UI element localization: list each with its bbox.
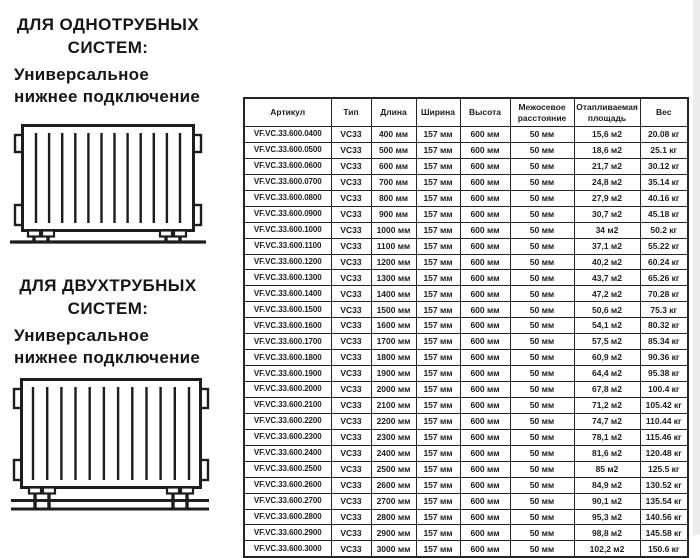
table-cell: 85.34 кг: [640, 334, 688, 350]
table-cell: VC33: [331, 174, 371, 190]
table-cell: 130.52 кг: [640, 477, 688, 493]
single-pipe-radiator-diagram: [8, 119, 208, 246]
table-cell: 600 мм: [460, 174, 510, 190]
table-cell: VF.VC.33.600.3000: [244, 541, 331, 557]
table-cell: 157 мм: [416, 397, 460, 413]
table-cell: 600 мм: [460, 382, 510, 398]
table-cell: VC33: [331, 397, 371, 413]
table-cell: 45.18 кг: [640, 206, 688, 222]
table-cell: 95,3 м2: [574, 509, 640, 525]
table-cell: 110.44 кг: [640, 413, 688, 429]
table-cell: VC33: [331, 382, 371, 398]
table-cell: 50 мм: [510, 541, 574, 557]
table-cell: 55.22 кг: [640, 238, 688, 254]
table-cell: VF.VC.33.600.2000: [244, 382, 331, 398]
table-cell: 85 м2: [574, 461, 640, 477]
table-cell: 50.2 кг: [640, 222, 688, 238]
table-cell: 600 мм: [460, 318, 510, 334]
table-cell: 600 мм: [460, 350, 510, 366]
table-cell: 600 мм: [460, 254, 510, 270]
table-cell: 157 мм: [416, 525, 460, 541]
table-cell: 157 мм: [416, 190, 460, 206]
table-cell: 50 мм: [510, 493, 574, 509]
table-cell: VF.VC.33.600.1300: [244, 270, 331, 286]
table-row: [244, 174, 688, 190]
table-cell: 2900 мм: [371, 525, 416, 541]
section-heading-single-pipe: [2, 13, 214, 59]
table-cell: 60.24 кг: [640, 254, 688, 270]
table-cell: 157 мм: [416, 382, 460, 398]
table-cell: 1700 мм: [371, 334, 416, 350]
table-cell: VC33: [331, 413, 371, 429]
table-cell: VC33: [331, 445, 371, 461]
table-cell: VC33: [331, 286, 371, 302]
table-cell: 74,7 м2: [574, 413, 640, 429]
table-cell: VF.VC.33.600.2100: [244, 397, 331, 413]
table-cell: 2200 мм: [371, 413, 416, 429]
table-cell: 80.32 кг: [640, 318, 688, 334]
section-heading-line: СИСТЕМ:: [67, 38, 149, 57]
table-cell: VC33: [331, 190, 371, 206]
table-cell: VF.VC.33.600.1100: [244, 238, 331, 254]
table-row: [244, 493, 688, 509]
table-body: [244, 127, 688, 558]
table-cell: 600 мм: [460, 302, 510, 318]
table-cell: 157 мм: [416, 366, 460, 382]
table-cell: 157 мм: [416, 493, 460, 509]
table-row: [244, 142, 688, 158]
table-cell: VF.VC.33.600.1900: [244, 366, 331, 382]
table-cell: 95.38 кг: [640, 366, 688, 382]
table-cell: 600 мм: [460, 445, 510, 461]
table-cell: 2000 мм: [371, 382, 416, 398]
two-pipe-radiator-diagram: [9, 376, 211, 514]
table-cell: 600 мм: [460, 397, 510, 413]
table-row: [244, 206, 688, 222]
table-cell: 600 мм: [460, 286, 510, 302]
table-cell: 50 мм: [510, 445, 574, 461]
table-cell: VC33: [331, 429, 371, 445]
table-row: [244, 127, 688, 143]
table-cell: 50,6 м2: [574, 302, 640, 318]
table-cell: 54,1 м2: [574, 318, 640, 334]
column-header: Длина: [371, 98, 416, 127]
table-cell: VC33: [331, 493, 371, 509]
table-cell: 75.3 кг: [640, 302, 688, 318]
table-cell: 157 мм: [416, 302, 460, 318]
column-header: Вес: [640, 98, 688, 127]
table-cell: 1400 мм: [371, 286, 416, 302]
table-cell: 1800 мм: [371, 350, 416, 366]
table-cell: VF.VC.33.600.2200: [244, 413, 331, 429]
table-cell: VC33: [331, 525, 371, 541]
spec-table-area: [243, 97, 687, 558]
table-cell: 600 мм: [460, 493, 510, 509]
column-header: Высота: [460, 98, 510, 127]
section-subheading-line: Универсальное: [14, 326, 150, 345]
table-cell: 27,9 м2: [574, 190, 640, 206]
table-cell: VF.VC.33.600.0800: [244, 190, 331, 206]
table-cell: 50 мм: [510, 350, 574, 366]
table-cell: 65.26 кг: [640, 270, 688, 286]
table-cell: 145.58 кг: [640, 525, 688, 541]
table-cell: 1100 мм: [371, 238, 416, 254]
table-cell: 100.4 кг: [640, 382, 688, 398]
table-cell: 50 мм: [510, 318, 574, 334]
table-row: [244, 509, 688, 525]
table-cell: VF.VC.33.600.1500: [244, 302, 331, 318]
table-cell: 105.42 кг: [640, 397, 688, 413]
table-cell: 600 мм: [460, 158, 510, 174]
left-panel: [0, 0, 238, 535]
section-subheading-single-pipe: [14, 64, 234, 108]
table-cell: 50 мм: [510, 477, 574, 493]
table-header-row: [244, 98, 688, 127]
table-cell: VC33: [331, 127, 371, 143]
table-cell: 21,7 м2: [574, 158, 640, 174]
table-cell: 50 мм: [510, 366, 574, 382]
table-row: [244, 382, 688, 398]
table-cell: 50 мм: [510, 382, 574, 398]
table-cell: 15,6 м2: [574, 127, 640, 143]
table-row: [244, 541, 688, 557]
table-row: [244, 413, 688, 429]
section-subheading-line: нижнее подключение: [14, 348, 201, 367]
table-cell: 135.54 кг: [640, 493, 688, 509]
table-cell: VC33: [331, 270, 371, 286]
table-cell: 40.16 кг: [640, 190, 688, 206]
table-cell: 600 мм: [460, 525, 510, 541]
column-header: Артикул: [244, 98, 331, 127]
table-cell: VF.VC.33.600.0500: [244, 142, 331, 158]
table-cell: 50 мм: [510, 509, 574, 525]
table-cell: 600 мм: [460, 429, 510, 445]
table-cell: 1900 мм: [371, 366, 416, 382]
table-cell: 400 мм: [371, 127, 416, 143]
table-cell: 50 мм: [510, 429, 574, 445]
table-cell: 34 м2: [574, 222, 640, 238]
table-cell: 18,6 м2: [574, 142, 640, 158]
table-cell: VF.VC.33.600.1600: [244, 318, 331, 334]
table-cell: VF.VC.33.600.0600: [244, 158, 331, 174]
table-row: [244, 238, 688, 254]
table-cell: 50 мм: [510, 397, 574, 413]
table-cell: 157 мм: [416, 254, 460, 270]
table-cell: VF.VC.33.600.2300: [244, 429, 331, 445]
table-cell: 600 мм: [460, 509, 510, 525]
table-cell: 1200 мм: [371, 254, 416, 270]
table-cell: 157 мм: [416, 127, 460, 143]
table-cell: 84,9 м2: [574, 477, 640, 493]
table-row: [244, 525, 688, 541]
table-cell: 600 мм: [460, 142, 510, 158]
table-cell: 57,5 м2: [574, 334, 640, 350]
table-cell: 50 мм: [510, 461, 574, 477]
section-heading-line: ДЛЯ ОДНОТРУБНЫХ: [16, 15, 200, 34]
table-cell: VC33: [331, 238, 371, 254]
table-cell: 3000 мм: [371, 541, 416, 557]
table-cell: 25.1 кг: [640, 142, 688, 158]
table-cell: 50 мм: [510, 158, 574, 174]
table-cell: 157 мм: [416, 222, 460, 238]
table-cell: VC33: [331, 254, 371, 270]
table-cell: 50 мм: [510, 270, 574, 286]
table-cell: 500 мм: [371, 142, 416, 158]
table-cell: 50 мм: [510, 222, 574, 238]
table-cell: 600 мм: [460, 541, 510, 557]
table-cell: 30.12 кг: [640, 158, 688, 174]
table-cell: VC33: [331, 334, 371, 350]
table-cell: VF.VC.33.600.1000: [244, 222, 331, 238]
table-cell: 157 мм: [416, 541, 460, 557]
table-row: [244, 477, 688, 493]
table-cell: 157 мм: [416, 286, 460, 302]
table-cell: 157 мм: [416, 334, 460, 350]
table-cell: 71,2 м2: [574, 397, 640, 413]
table-cell: 157 мм: [416, 445, 460, 461]
table-cell: 600 мм: [460, 270, 510, 286]
table-cell: 115.46 кг: [640, 429, 688, 445]
table-row: [244, 270, 688, 286]
table-cell: 157 мм: [416, 509, 460, 525]
table-cell: 2400 мм: [371, 445, 416, 461]
table-row: [244, 302, 688, 318]
table-cell: 157 мм: [416, 142, 460, 158]
table-cell: 60,9 м2: [574, 350, 640, 366]
table-cell: VF.VC.33.600.2400: [244, 445, 331, 461]
table-cell: VC33: [331, 142, 371, 158]
table-cell: 50 мм: [510, 127, 574, 143]
table-row: [244, 254, 688, 270]
table-cell: VC33: [331, 477, 371, 493]
table-cell: VF.VC.33.600.1700: [244, 334, 331, 350]
table-cell: 98,8 м2: [574, 525, 640, 541]
table-cell: 37,1 м2: [574, 238, 640, 254]
table-cell: 150.6 кг: [640, 541, 688, 557]
table-cell: VC33: [331, 509, 371, 525]
table-cell: 102,2 м2: [574, 541, 640, 557]
table-cell: VF.VC.33.600.1200: [244, 254, 331, 270]
table-cell: 50 мм: [510, 142, 574, 158]
table-cell: 20.08 кг: [640, 127, 688, 143]
table-cell: 157 мм: [416, 238, 460, 254]
section-subheading-two-pipe: [14, 325, 234, 369]
table-cell: 1000 мм: [371, 222, 416, 238]
table-cell: VF.VC.33.600.2900: [244, 525, 331, 541]
table-cell: 50 мм: [510, 190, 574, 206]
table-cell: VF.VC.33.600.2600: [244, 477, 331, 493]
table-cell: 50 мм: [510, 254, 574, 270]
table-cell: 157 мм: [416, 429, 460, 445]
table-cell: 600 мм: [460, 461, 510, 477]
table-cell: 81,6 м2: [574, 445, 640, 461]
section-heading-two-pipe: [2, 274, 214, 320]
table-cell: 50 мм: [510, 174, 574, 190]
table-cell: 600 мм: [460, 334, 510, 350]
table-cell: 600 мм: [460, 190, 510, 206]
table-cell: 125.5 кг: [640, 461, 688, 477]
column-header: Тип: [331, 98, 371, 127]
table-cell: 2800 мм: [371, 509, 416, 525]
table-cell: 600 мм: [460, 477, 510, 493]
table-cell: 157 мм: [416, 461, 460, 477]
table-cell: VF.VC.33.600.1800: [244, 350, 331, 366]
table-row: [244, 366, 688, 382]
table-cell: 600 мм: [460, 413, 510, 429]
table-cell: 50 мм: [510, 238, 574, 254]
table-cell: 1500 мм: [371, 302, 416, 318]
table-cell: 1600 мм: [371, 318, 416, 334]
table-cell: 50 мм: [510, 286, 574, 302]
column-header: Ширина: [416, 98, 460, 127]
table-cell: VC33: [331, 461, 371, 477]
table-cell: 157 мм: [416, 158, 460, 174]
table-cell: 2600 мм: [371, 477, 416, 493]
table-cell: VC33: [331, 350, 371, 366]
table-cell: 43,7 м2: [574, 270, 640, 286]
table-cell: 157 мм: [416, 174, 460, 190]
table-cell: VC33: [331, 366, 371, 382]
table-cell: 900 мм: [371, 206, 416, 222]
table-cell: 90,1 м2: [574, 493, 640, 509]
table-cell: 2700 мм: [371, 493, 416, 509]
table-cell: 50 мм: [510, 206, 574, 222]
table-cell: 78,1 м2: [574, 429, 640, 445]
table-row: [244, 286, 688, 302]
table-cell: 600 мм: [371, 158, 416, 174]
table-cell: 157 мм: [416, 350, 460, 366]
table-row: [244, 190, 688, 206]
table-cell: 2500 мм: [371, 461, 416, 477]
section-subheading-line: нижнее подключение: [14, 87, 201, 106]
table-cell: VF.VC.33.600.0400: [244, 127, 331, 143]
table-cell: 50 мм: [510, 525, 574, 541]
table-cell: VC33: [331, 318, 371, 334]
table-cell: 140.56 кг: [640, 509, 688, 525]
table-cell: VC33: [331, 158, 371, 174]
table-cell: VC33: [331, 541, 371, 557]
table-row: [244, 397, 688, 413]
table-cell: 70.28 кг: [640, 286, 688, 302]
table-cell: 700 мм: [371, 174, 416, 190]
table-cell: 47,2 м2: [574, 286, 640, 302]
column-header: Межосевое расстояние: [510, 98, 574, 127]
table-cell: VF.VC.33.600.0900: [244, 206, 331, 222]
table-cell: 157 мм: [416, 318, 460, 334]
table-cell: 600 мм: [460, 206, 510, 222]
table-cell: VF.VC.33.600.2500: [244, 461, 331, 477]
table-cell: 50 мм: [510, 302, 574, 318]
table-cell: 600 мм: [460, 366, 510, 382]
table-cell: 67,8 м2: [574, 382, 640, 398]
table-cell: 120.48 кг: [640, 445, 688, 461]
spec-table: [243, 97, 689, 558]
table-row: [244, 334, 688, 350]
table-cell: 64,4 м2: [574, 366, 640, 382]
table-cell: 600 мм: [460, 238, 510, 254]
section-subheading-line: Универсальное: [14, 65, 150, 84]
table-cell: 50 мм: [510, 413, 574, 429]
table-cell: VF.VC.33.600.1400: [244, 286, 331, 302]
table-row: [244, 222, 688, 238]
table-cell: 157 мм: [416, 477, 460, 493]
table-cell: 2100 мм: [371, 397, 416, 413]
table-row: [244, 461, 688, 477]
table-cell: 50 мм: [510, 334, 574, 350]
column-header: Отапливаемая площадь: [574, 98, 640, 127]
table-cell: VF.VC.33.600.0700: [244, 174, 331, 190]
table-row: [244, 318, 688, 334]
table-cell: 600 мм: [460, 222, 510, 238]
table-cell: VC33: [331, 302, 371, 318]
table-row: [244, 429, 688, 445]
table-cell: 24,8 м2: [574, 174, 640, 190]
table-cell: 157 мм: [416, 206, 460, 222]
table-cell: 40,2 м2: [574, 254, 640, 270]
table-row: [244, 158, 688, 174]
table-cell: VC33: [331, 222, 371, 238]
table-cell: 157 мм: [416, 270, 460, 286]
table-cell: VC33: [331, 206, 371, 222]
table-cell: 35.14 кг: [640, 174, 688, 190]
table-cell: 30,7 м2: [574, 206, 640, 222]
table-cell: VF.VC.33.600.2800: [244, 509, 331, 525]
table-cell: VF.VC.33.600.2700: [244, 493, 331, 509]
section-heading-line: СИСТЕМ:: [67, 299, 149, 318]
scan-edge: [693, 0, 700, 535]
table-row: [244, 350, 688, 366]
table-cell: 600 мм: [460, 127, 510, 143]
table-cell: 90.36 кг: [640, 350, 688, 366]
table-cell: 1300 мм: [371, 270, 416, 286]
table-cell: 157 мм: [416, 413, 460, 429]
table-cell: 800 мм: [371, 190, 416, 206]
section-heading-line: ДЛЯ ДВУХТРУБНЫХ: [19, 276, 197, 295]
table-cell: 2300 мм: [371, 429, 416, 445]
table-row: [244, 445, 688, 461]
